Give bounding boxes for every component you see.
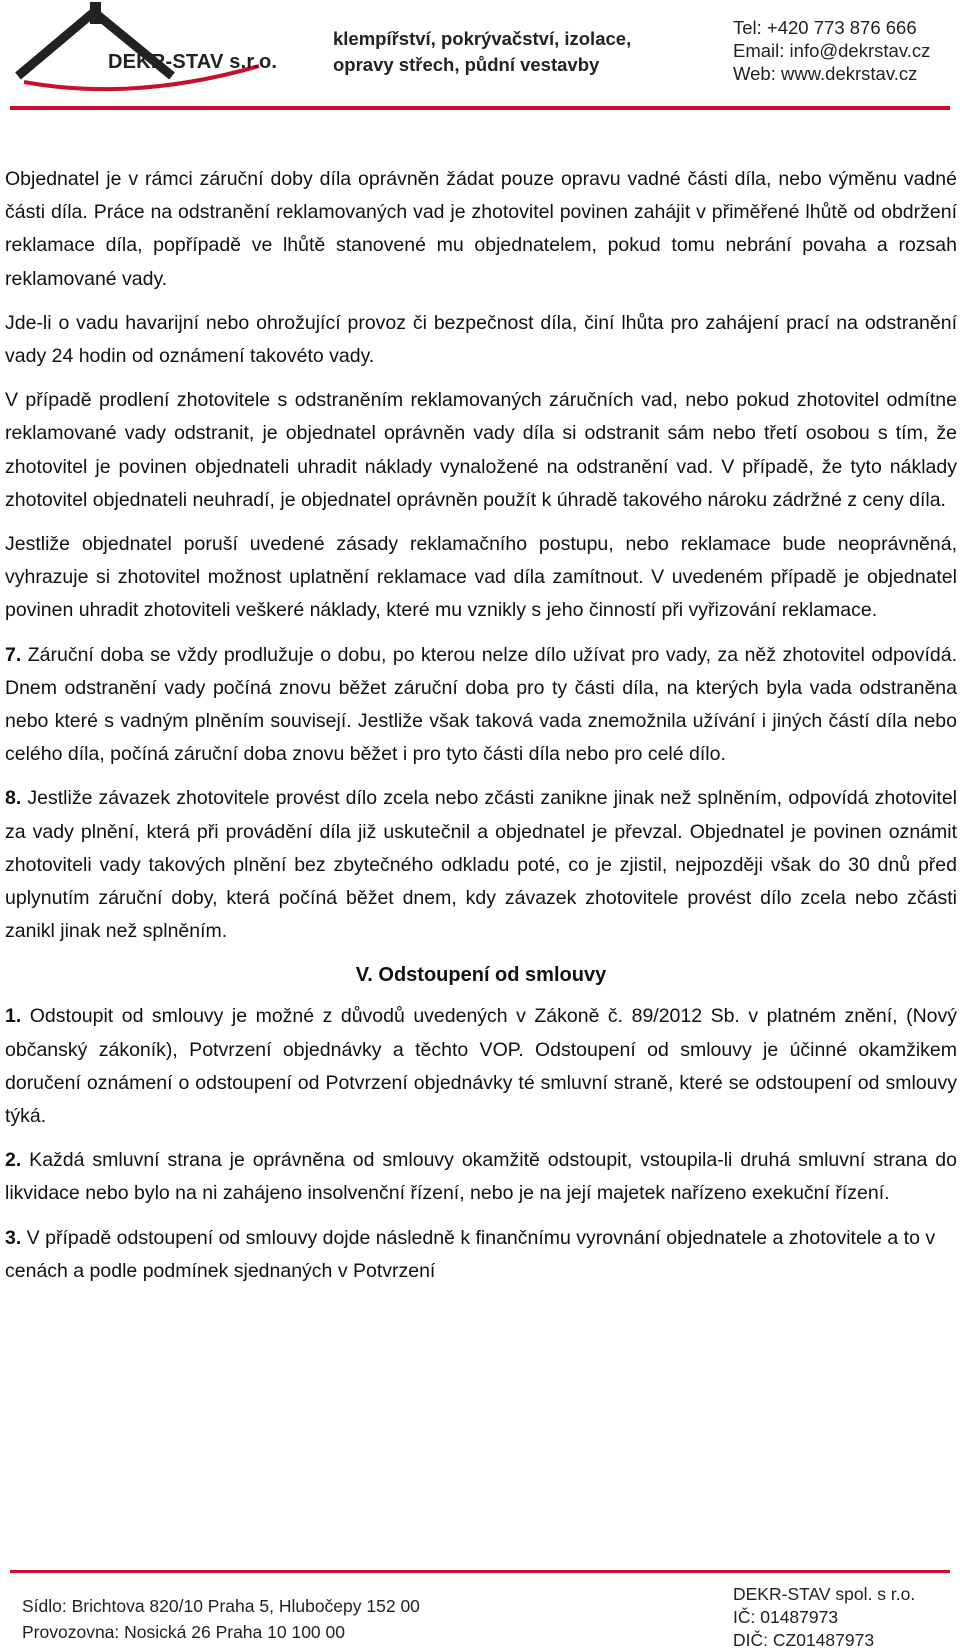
paragraph-number: 7. <box>5 643 22 666</box>
page-footer <box>0 1565 960 1650</box>
page-header <box>0 0 960 118</box>
footer-divider <box>10 1570 950 1573</box>
numbered-paragraph <box>5 1222 957 1288</box>
numbered-paragraph <box>5 1000 957 1133</box>
company-logo <box>14 2 284 102</box>
paragraph <box>5 307 957 373</box>
paragraph-text: Jestliže objednatel poruší uvedené zásady reklamačního postupu, nebo reklamace bude neoprávněná, vyhrazuje si zhotovitel možnost uplatnění reklamace vad díla zamítnout. V uvedeném případě je objednatel povinen uhradit zhotoviteli veškeré náklady, které mu vznikly s jeho činností při vyřizování reklamace. <box>5 533 957 622</box>
footer-dic: DIČ: CZ01487973 <box>733 1630 875 1650</box>
paragraph-text: V případě prodlení zhotovitele s odstraněním reklamovaných záručních vad, nebo pokud zhotovitel odmítne reklamované vady odstranit, je objednatel oprávněn vady díla si odstranit sám nebo třetí osobou s tím, že zhotovitel je povinen objednateli uhradit náklady vynaložené na odstranění vad. V případě, že tyto náklady zhotovitel objednateli neuhradí, je objednatel oprávněn použít k úhradě takového nároku zádržné z ceny díla. <box>5 389 957 511</box>
footer-company-name: DEKR-STAV spol. s r.o. <box>733 1584 916 1604</box>
paragraph <box>5 528 957 628</box>
paragraph-text: Jde-li o vadu havarijní nebo ohrožující provoz či bezpečnost díla, činí lhůta pro zahájení prací na odstranění vady 24 hodin od oznámení takovéto vady. <box>5 311 957 368</box>
paragraph-text: Záruční doba se vždy prodlužuje o dobu, po kterou nelze dílo užívat pro vady, za něž zhotovitel odpovídá. Dnem odstranění vady počíná znovu běžet záruční doba pro ty části díla, na kterých byla vada odstraněna nebo které s vadným plněním souvisejí. Jestliže však taková vada znemožnila užívání i jiných částí díla nebo celého díla, počíná záruční doba znovu běžet i pro tyto části díla nebo pro celé dílo. <box>5 643 957 766</box>
tagline-line: klempířství, pokrývačství, izolace, <box>333 28 632 49</box>
footer-branch: Provozovna: Nosická 26 Praha 10 100 00 <box>22 1622 345 1642</box>
contact-email: Email: info@dekrstav.cz <box>733 40 931 61</box>
paragraph-number: 8. <box>5 787 22 810</box>
numbered-paragraph <box>5 1144 957 1210</box>
header-divider <box>10 106 950 110</box>
paragraph-text: Každá smluvní strana je oprávněna od smlouvy okamžitě odstoupit, vstoupila-li druhá smluvní strana do likvidace nebo bylo na ni zahájeno insolvenční řízení, nebo je na její majetek nařízeno exekuční řízení. <box>5 1149 957 1205</box>
paragraph <box>5 163 957 296</box>
paragraph-text: V případě odstoupení od smlouvy dojde následně k finančnímu vyrovnání objednatele a zhotovitele a to v cenách a podle podmínek sjednaných v Potvrzení <box>5 1226 936 1282</box>
footer-company-ids <box>733 1583 915 1652</box>
footer-address <box>22 1593 420 1645</box>
section-heading: V. Odstoupení od smlouvy <box>355 964 607 987</box>
numbered-paragraph <box>5 639 957 772</box>
paragraph-text: Jestliže závazek zhotovitele provést dílo zcela nebo zčásti zanikne jinak než splněním, odpovídá zhotovitel za vady plnění, která při provádění díla již uskutečnil a objednatel je převzal. Objednatel je povinen oznámit zhotoviteli vady takových plnění bez zbytečného odkladu poté, co je zjistil, nejpozději však do 30 dnů před uplynutím záruční doby, která počíná běžet dnem, kdy závazek zhotovitele provést dílo zcela nebo zčásti zanikl jinak než splněním. <box>5 787 957 943</box>
paragraph-text: Objednatel je v rámci záruční doby díla oprávněn žádat pouze opravu vadné části díla, nebo výměnu vadné části díla. Práce na odstranění reklamovaných vad je zhotovitel povinen zahájit v přiměřené lhůtě od obdržení reklamace díla, popřípadě ve lhůtě stanovené mu objednatelem, pokud tomu nebrání povaha a rozsah reklamované vady. <box>5 168 957 290</box>
footer-ico: IČ: 01487973 <box>733 1607 839 1627</box>
paragraph-number: 3. <box>5 1226 22 1249</box>
paragraph-text: Odstoupit od smlouvy je možné z důvodů uvedených v Zákoně č. 89/2012 Sb. v platném znění, (Nový občanský zákoník), Potvrzení objednávky a těchto VOP. Odstoupení od smlouvy je účinné okamžikem doručení oznámení o odstoupení od Potvrzení objednávky té smluvní straně, které se odstoupení od smlouvy týká. <box>5 1005 957 1128</box>
company-tagline <box>333 26 631 78</box>
paragraph-number: 2. <box>5 1149 22 1172</box>
numbered-paragraph <box>5 782 957 948</box>
logo-text: DEKR-STAV s.r.o. <box>108 51 278 73</box>
contact-phone: Tel: +420 773 876 666 <box>733 17 917 38</box>
paragraph-number: 1. <box>5 1005 22 1028</box>
footer-seat: Sídlo: Brichtova 820/10 Praha 5, Hlubočepy 152 00 <box>22 1596 420 1616</box>
contact-web: Web: www.dekrstav.cz <box>733 63 918 84</box>
document-body <box>5 163 957 1299</box>
tagline-line: opravy střech, půdní vestavby <box>333 54 600 75</box>
paragraph <box>5 384 957 517</box>
contact-info <box>733 16 930 85</box>
